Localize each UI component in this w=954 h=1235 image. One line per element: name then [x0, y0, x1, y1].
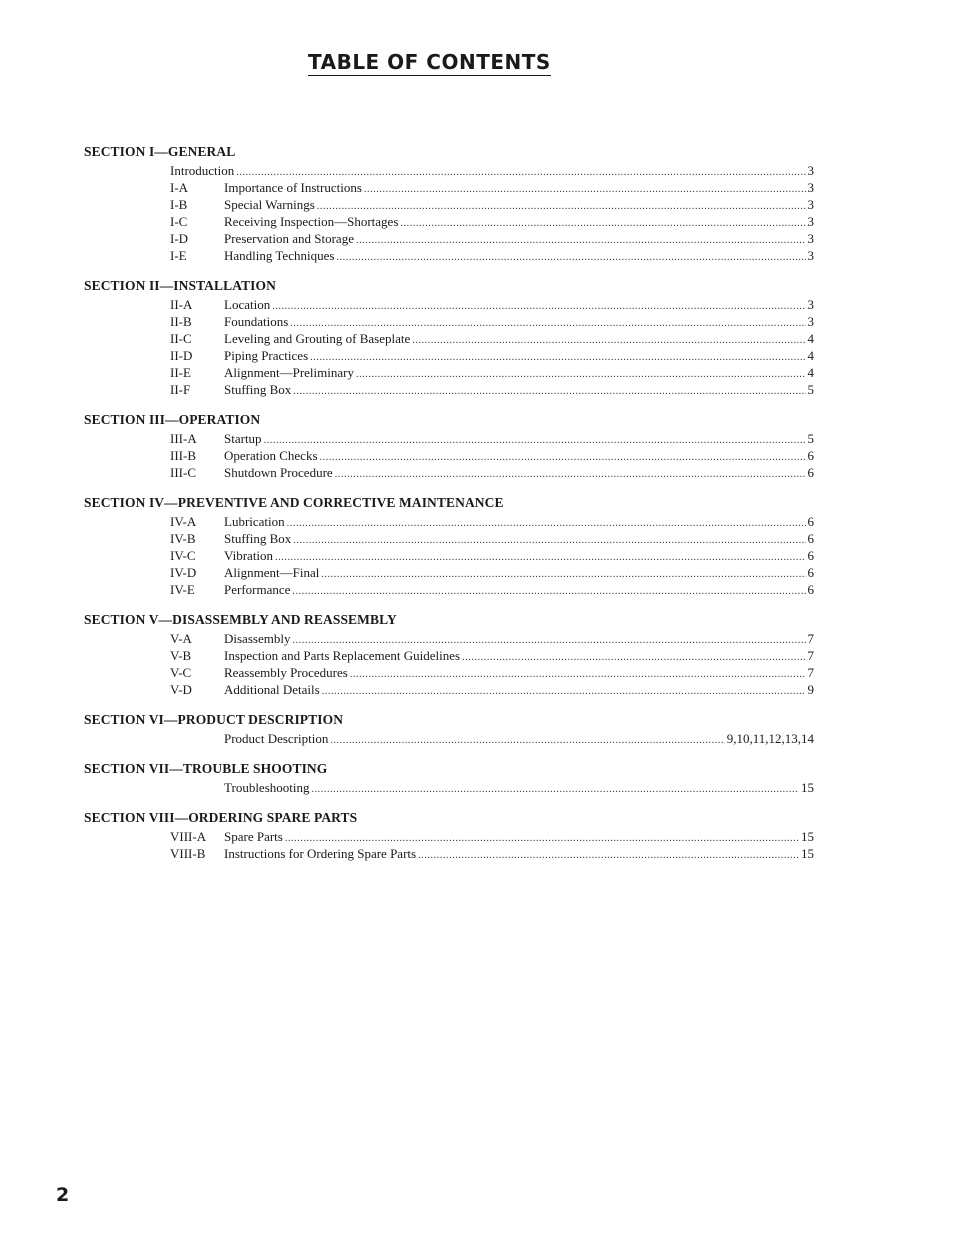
dot-leader: [330, 732, 724, 749]
entry-label: Performance: [224, 582, 291, 597]
dot-leader: [287, 515, 806, 532]
entry-page: 9: [807, 682, 814, 697]
toc-entry: [84, 296, 814, 313]
toc-section: [84, 142, 814, 264]
entry-page: 3: [807, 231, 814, 246]
entry-page: 4: [807, 331, 814, 346]
toc-entry: [84, 162, 814, 179]
entry-page: 3: [807, 163, 814, 178]
entry-code: II-D: [170, 348, 193, 363]
section-heading: SECTION II—INSTALLATION: [84, 278, 276, 293]
entry-code: VIII-A: [170, 829, 207, 844]
dot-leader: [350, 666, 806, 683]
entry-code: V-B: [170, 648, 192, 663]
toc-entry: [84, 381, 814, 398]
dot-leader: [364, 181, 806, 198]
entry-label: Stuffing Box: [224, 531, 292, 546]
dot-leader: [311, 781, 799, 798]
toc-entry: [84, 547, 814, 564]
entry-label: Troubleshooting: [224, 780, 310, 795]
dot-leader: [356, 366, 806, 383]
entry-code: I-D: [170, 231, 189, 246]
entry-label: Introduction: [170, 163, 235, 178]
toc-section: [84, 759, 814, 796]
entry-label: Disassembly: [224, 631, 291, 646]
toc-entry: [84, 213, 814, 230]
entry-label: Preservation and Storage: [224, 231, 354, 246]
toc-section: [84, 410, 814, 481]
toc-entry: [84, 179, 814, 196]
entry-page: 7: [807, 665, 814, 680]
dot-leader: [320, 449, 806, 466]
entry-code: III-B: [170, 448, 196, 463]
entry-page: 15: [801, 829, 814, 844]
entry-page: 6: [807, 565, 814, 580]
entry-label: Handling Techniques: [224, 248, 335, 263]
toc-section: [84, 710, 814, 747]
toc-section: [84, 493, 814, 598]
section-heading: SECTION VIII—ORDERING SPARE PARTS: [84, 810, 358, 825]
entry-code: IV-E: [170, 582, 195, 597]
entry-page: 5: [807, 431, 814, 446]
toc-entry: [84, 681, 814, 698]
entry-page: 6: [807, 448, 814, 463]
toc-entry: [84, 230, 814, 247]
entry-label: Vibration: [224, 548, 274, 563]
entry-label: Startup: [224, 431, 262, 446]
dot-leader: [400, 215, 805, 232]
entry-code: III-A: [170, 431, 197, 446]
toc-entry: [84, 845, 814, 862]
entry-code: IV-C: [170, 548, 196, 563]
entry-page: 3: [807, 314, 814, 329]
entry-label: Importance of Instructions: [224, 180, 362, 195]
entry-label: Inspection and Parts Replacement Guidelines: [224, 648, 461, 663]
entry-label: Special Warnings: [224, 197, 315, 212]
dot-leader: [264, 432, 806, 449]
entry-label: Product Description: [224, 731, 329, 746]
dot-leader: [462, 649, 805, 666]
dot-leader: [335, 466, 806, 483]
entry-page: 4: [807, 365, 814, 380]
dot-leader: [412, 332, 805, 349]
entry-label: Operation Checks: [224, 448, 318, 463]
entry-label: Spare Parts: [224, 829, 283, 844]
entry-code: VIII-B: [170, 846, 206, 861]
entry-page: 5: [807, 382, 814, 397]
toc-entry: [84, 447, 814, 464]
toc-entry: [84, 513, 814, 530]
toc-entry: [84, 779, 814, 796]
entry-page: 6: [807, 465, 814, 480]
toc-entry: [84, 530, 814, 547]
toc-entry: [84, 647, 814, 664]
entry-code: II-B: [170, 314, 192, 329]
entry-code: I-E: [170, 248, 187, 263]
section-heading: SECTION IV—PREVENTIVE AND CORRECTIVE MAINTENANCE: [84, 495, 504, 510]
toc-section: [84, 276, 814, 398]
entry-code: IV-A: [170, 514, 197, 529]
entry-page: 9,10,11,12,13,14: [726, 731, 814, 746]
toc-entry: [84, 630, 814, 647]
toc-entry: [84, 364, 814, 381]
entry-label: Alignment—Preliminary: [224, 365, 354, 380]
entry-code: IV-D: [170, 565, 197, 580]
entry-page: 3: [807, 197, 814, 212]
entry-label: Shutdown Procedure: [224, 465, 333, 480]
dot-leader: [336, 249, 805, 266]
entry-code: V-A: [170, 631, 192, 646]
entry-page: 15: [801, 846, 814, 861]
entry-label: Alignment—Final: [224, 565, 320, 580]
section-heading: SECTION I—GENERAL: [84, 144, 236, 159]
toc-section: [84, 610, 814, 698]
entry-code: V-C: [170, 665, 192, 680]
entry-page: 6: [807, 531, 814, 546]
dot-leader: [418, 847, 799, 864]
entry-label: Instructions for Ordering Spare Parts: [224, 846, 417, 861]
table-of-contents: [84, 142, 814, 874]
entry-page: 3: [807, 297, 814, 312]
dot-leader: [356, 232, 806, 249]
section-heading: SECTION V—DISASSEMBLY AND REASSEMBLY: [84, 612, 397, 627]
entry-page: 6: [807, 548, 814, 563]
entry-label: Lubrication: [224, 514, 285, 529]
toc-entry: [84, 347, 814, 364]
dot-leader: [275, 549, 805, 566]
toc-entry: [84, 730, 814, 747]
section-heading: SECTION III—OPERATION: [84, 412, 261, 427]
toc-entry: [84, 564, 814, 581]
toc-entry: [84, 430, 814, 447]
entry-code: V-D: [170, 682, 192, 697]
entry-code: II-A: [170, 297, 193, 312]
entry-page: 4: [807, 348, 814, 363]
dot-leader: [321, 566, 805, 583]
entry-code: II-F: [170, 382, 191, 397]
entry-page: 6: [807, 514, 814, 529]
entry-page: 3: [807, 248, 814, 263]
toc-entry: [84, 581, 814, 598]
entry-label: Additional Details: [224, 682, 320, 697]
entry-page: 3: [807, 214, 814, 229]
dot-leader: [322, 683, 806, 700]
entry-code: II-C: [170, 331, 192, 346]
section-heading: SECTION VI—PRODUCT DESCRIPTION: [84, 712, 344, 727]
dot-leader: [293, 532, 805, 549]
dot-leader: [310, 349, 805, 366]
entry-page: 6: [807, 582, 814, 597]
entry-label: Piping Practices: [224, 348, 309, 363]
dot-leader: [272, 298, 805, 315]
entry-page: 15: [801, 780, 814, 795]
toc-entry: [84, 828, 814, 845]
toc-entry: [84, 464, 814, 481]
entry-label: Reassembly Procedures: [224, 665, 348, 680]
entry-code: III-C: [170, 465, 196, 480]
dot-leader: [293, 383, 805, 400]
toc-entry: [84, 247, 814, 264]
entry-label: Foundations: [224, 314, 289, 329]
entry-code: IV-B: [170, 531, 196, 546]
toc-entry: [84, 313, 814, 330]
entry-code: II-E: [170, 365, 191, 380]
toc-section: [84, 808, 814, 862]
section-heading: SECTION VII—TROUBLE SHOOTING: [84, 761, 328, 776]
entry-code: I-A: [170, 180, 189, 195]
entry-page: 7: [807, 631, 814, 646]
entry-code: I-C: [170, 214, 188, 229]
entry-label: Location: [224, 297, 271, 312]
toc-entry: [84, 196, 814, 213]
entry-page: 7: [807, 648, 814, 663]
entry-code: I-B: [170, 197, 188, 212]
dot-leader: [292, 583, 805, 600]
page-number: 2: [56, 1184, 70, 1206]
page-title: TABLE OF CONTENTS: [308, 50, 551, 74]
entry-label: Stuffing Box: [224, 382, 292, 397]
toc-entry: [84, 664, 814, 681]
entry-label: Leveling and Grouting of Baseplate: [224, 331, 411, 346]
entry-page: 3: [807, 180, 814, 195]
entry-label: Receiving Inspection—Shortages: [224, 214, 399, 229]
toc-entry: [84, 330, 814, 347]
